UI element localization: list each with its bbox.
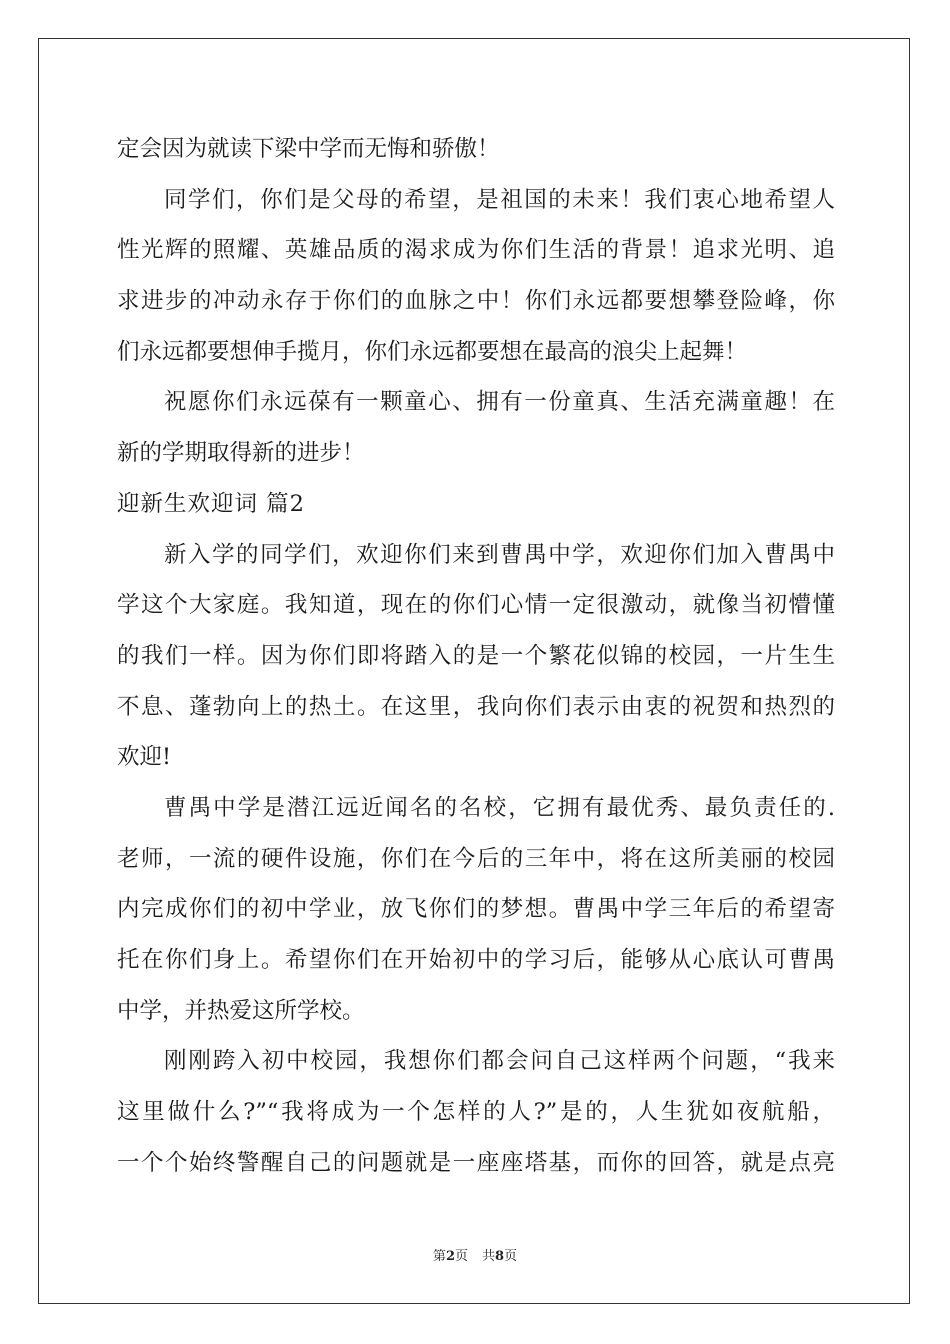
- document-body: [117, 124, 835, 1188]
- text-line: 这里做什么?”“我将成为一个怎样的人?”是的，人生犹如夜航船，: [117, 1099, 835, 1126]
- text-line: 同学们，你们是父母的希望，是祖国的未来！我们衷心地希望人: [164, 186, 835, 213]
- text-line: 不息、蓬勃向上的热土。在这里，我向你们表示由衷的祝贺和热烈的: [117, 693, 835, 720]
- page-prefix: 第: [432, 1249, 446, 1264]
- total-pages: 8: [495, 1249, 505, 1264]
- text-line: 老师，一流的硬件设施，你们在今后的三年中，将在这所美丽的校园: [117, 845, 835, 872]
- page-suffix: 页: [454, 1249, 468, 1264]
- text-line: 的我们一样。因为你们即将踏入的是一个繁花似锦的校园，一片生生: [117, 642, 835, 669]
- text-line: 中学，并热爱这所学校。: [117, 997, 365, 1024]
- text-line: 欢迎!: [117, 744, 172, 771]
- text-line: 曹禺中学是潜江远近闻名的名校，它拥有最优秀、最负责任的.: [164, 794, 835, 821]
- total-prefix: 共: [482, 1249, 496, 1264]
- text-line: 祝愿你们永远葆有一颗童心、拥有一份童真、生活充满童趣！在: [164, 389, 835, 416]
- text-line: 新入学的同学们，欢迎你们来到曹禺中学，欢迎你们加入曹禺中: [164, 541, 835, 568]
- text-line: 内完成你们的初中学业，放飞你们的梦想。曹禺中学三年后的希望寄: [117, 896, 835, 923]
- text-line: 定会因为就读下梁中学而无悔和骄傲！: [117, 136, 500, 162]
- text-line: 性光辉的照耀、英雄品质的渴求成为你们生活的背景！追求光明、追: [117, 237, 835, 264]
- text-line: 一个个始终警醒自己的问题就是一座座塔基，而你的回答，就是点亮: [117, 1149, 835, 1176]
- page-footer: [0, 1245, 950, 1264]
- text-line: 们永远都要想伸手揽月，你们永远都要想在最高的浪尖上起舞！: [117, 338, 748, 365]
- text-line: 学这个大家庭。我知道，现在的你们心情一定很激动，就像当初懵懂: [117, 592, 835, 619]
- text-line: 托在你们身上。希望你们在开始初中的学习后，能够从心底认可曹禺: [117, 947, 835, 973]
- page-number: 2: [445, 1249, 455, 1264]
- section-heading: 迎新生欢迎词 篇2: [117, 490, 305, 517]
- text-line: 新的学期取得新的进步！: [117, 440, 365, 467]
- text-line: 刚刚跨入初中校园，我想你们都会问自己这样两个问题，“我来: [164, 1048, 835, 1075]
- text-line: 求进步的冲动永存于你们的血脉之中！你们永远都要想攀登险峰，你: [117, 288, 835, 315]
- total-suffix: 页: [504, 1249, 518, 1264]
